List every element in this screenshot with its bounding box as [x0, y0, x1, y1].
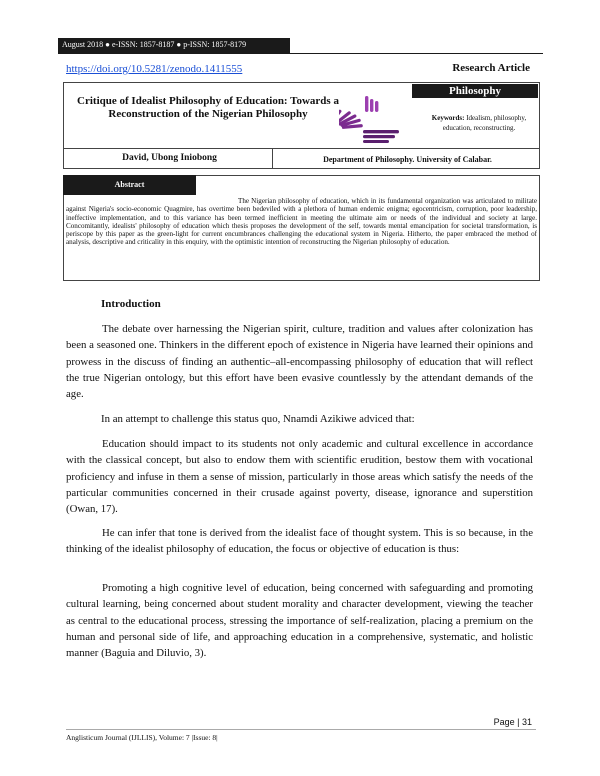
doi-link[interactable]: https://doi.org/10.5281/zenodo.1411555	[66, 63, 243, 75]
keywords-label: Keywords:	[431, 114, 465, 122]
paragraph: In an attempt to challenge this status quo, Nnamdi Azikiwe adviced that:	[101, 413, 415, 425]
journal-logo	[339, 90, 403, 144]
issue-info: August 2018 ● e-ISSN: 1857-8187 ● p-ISSN: 1857-8179	[62, 40, 247, 49]
block-quote: Promoting a high cognitive level of education, being concerned with safeguarding and promoting cultural learning, being concerned about student morality and character development, viewing the teacher as central to the educational process, stressing the importance of self-realization, placing a premium on the human and personal side of life, and approaching education in a comprehensive, systematic, and holistic manner (Baguia and Diluvio, 3).	[66, 582, 533, 660]
author-affiliation: Department of Philosophy. University of Calabar.	[323, 155, 492, 164]
page-number: Page | 31	[493, 717, 532, 727]
journal-footer: Anglisticum Journal (IJLLIS), Volume: 7 |Issue: 8|	[66, 733, 218, 742]
section-heading-introduction: Introduction	[101, 298, 161, 310]
paragraph: He can infer that tone is derived from the idealist face of thought system. This is so because, in the thinking of the idealist philosophy of education, the focus or objective of education is thus:	[66, 527, 533, 556]
author-divider	[272, 149, 273, 169]
abstract-text: The Nigerian philosophy of education, which in its fundamental organization was articulated to militate against Nigeria's socio-economic Quagmire, has overtime been bedeviled with a plethora of human endemic enigma; egocentricism, corruption, poor leadership, ineffective implementation, and to this variance has been termed inefficient in meeting the ultimate aim or needs of the individual and society at large. Concomitantly, idealists' philosophy of education which thesis proposes the development of the self, towards mental emancipation for societal transformation, is periscope by this paper as the green-light for current encumbrances challenging the educational system in Nigeria. Hitherto, the paper embraced the method of analysis, descriptive and criticality in this enquiry, with the optimistic intention of reconstructing the Nigerian philosophy of education.	[66, 197, 537, 247]
paragraph: The debate over harnessing the Nigerian spirit, culture, tradition and values after colonization has been a seasoned one. Thinkers in the different epoch of existence in Nigeria have learned their opinions and prowess in the discuss of finding an authentic–all-encompassing philosophy of education that will reflect the true Nigerian ontology, but this effort have been evasive countlessly by the attendant demands of the age.	[66, 323, 533, 401]
article-title: Critique of Idealist Philosophy of Education: Towards a Reconstruction of the Nigerian Philosophy	[77, 95, 339, 120]
footer-divider	[66, 729, 536, 730]
keywords	[420, 114, 538, 133]
author-name: David, Ubong Iniobong	[122, 153, 217, 163]
category-label: Philosophy	[412, 84, 538, 98]
abstract-heading: Abstract	[114, 180, 145, 189]
article-type: Research Article	[452, 62, 530, 74]
block-quote: Education should impact to its students not only academic and cultural excellence in accordance with the classical concept, but also to endow them with scientific erudition, bestow them with vocational proficiency and infuse in them a sense of mission, particularly in those areas which satisfy the needs of the particular communities concerned in their crusade against poverty, disease, ignorance and superstition (Owan, 17).	[66, 438, 533, 516]
header-divider	[58, 53, 543, 54]
keywords-list: Idealism, philosophy, education, reconstructing.	[442, 114, 527, 132]
